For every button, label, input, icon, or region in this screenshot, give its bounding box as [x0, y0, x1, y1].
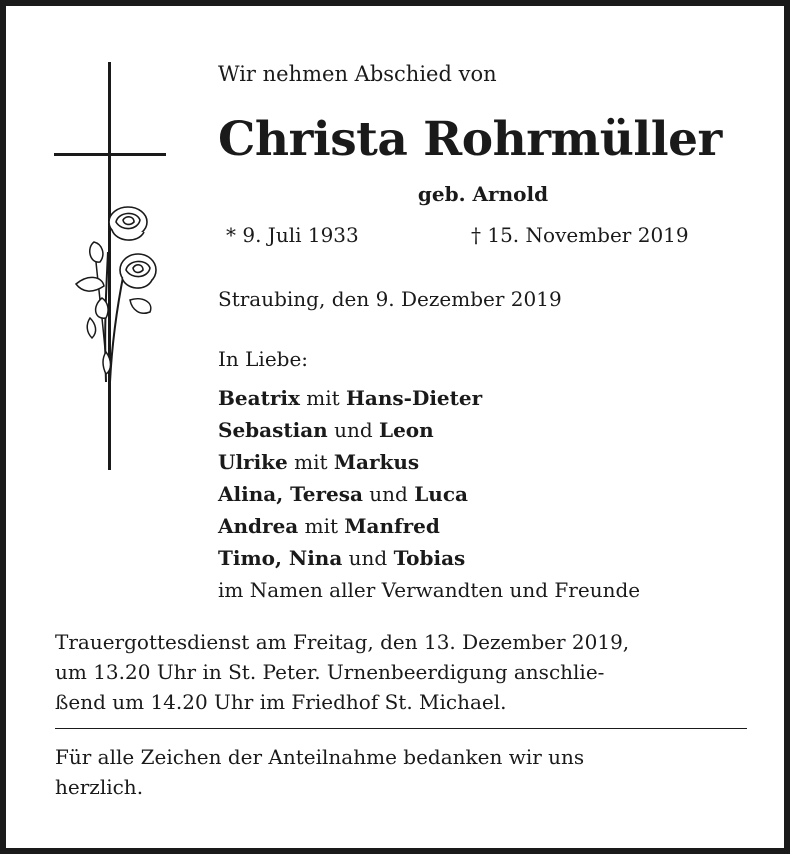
mourner-line: Alina, Teresa und Luca [218, 482, 468, 506]
mourner-line: Ulrike mit Markus [218, 450, 420, 474]
divider [55, 728, 747, 729]
place-and-date: Straubing, den 9. Dezember 2019 [218, 287, 562, 311]
mourner-line: Sebastian und Leon [218, 418, 434, 442]
intro-text: Wir nehmen Abschied von [218, 62, 497, 86]
in-love-heading: In Liebe: [218, 347, 309, 371]
thanks-note [55, 742, 750, 802]
service-line: ßend um 14.20 Uhr im Friedhof St. Michael. [55, 690, 507, 714]
thanks-line: Für alle Zeichen der Anteilnahme bedanken wir uns [55, 745, 585, 769]
mourner-line: Andrea mit Manfred [218, 514, 440, 538]
mourners-list [218, 382, 640, 606]
service-line: Trauergottesdienst am Freitag, den 13. Dezember 2019, [55, 630, 630, 654]
funeral-service-info [55, 627, 750, 717]
mourner-line: Beatrix mit Hans-Dieter [218, 386, 483, 410]
mourners-closing: im Namen aller Verwandten und Freunde [218, 578, 641, 602]
thanks-line: herzlich. [55, 775, 144, 799]
deceased-name: Christa Rohrmüller [218, 112, 722, 167]
mourner-line: Timo, Nina und Tobias [218, 546, 466, 570]
maiden-name: geb. Arnold [417, 182, 549, 206]
death-date: † 15. November 2019 [471, 223, 689, 247]
birth-date: * 9. Juli 1933 [226, 223, 359, 247]
cross-with-roses-icon [46, 62, 176, 472]
service-line: um 13.20 Uhr in St. Peter. Urnenbeerdigung anschlie- [55, 660, 605, 684]
